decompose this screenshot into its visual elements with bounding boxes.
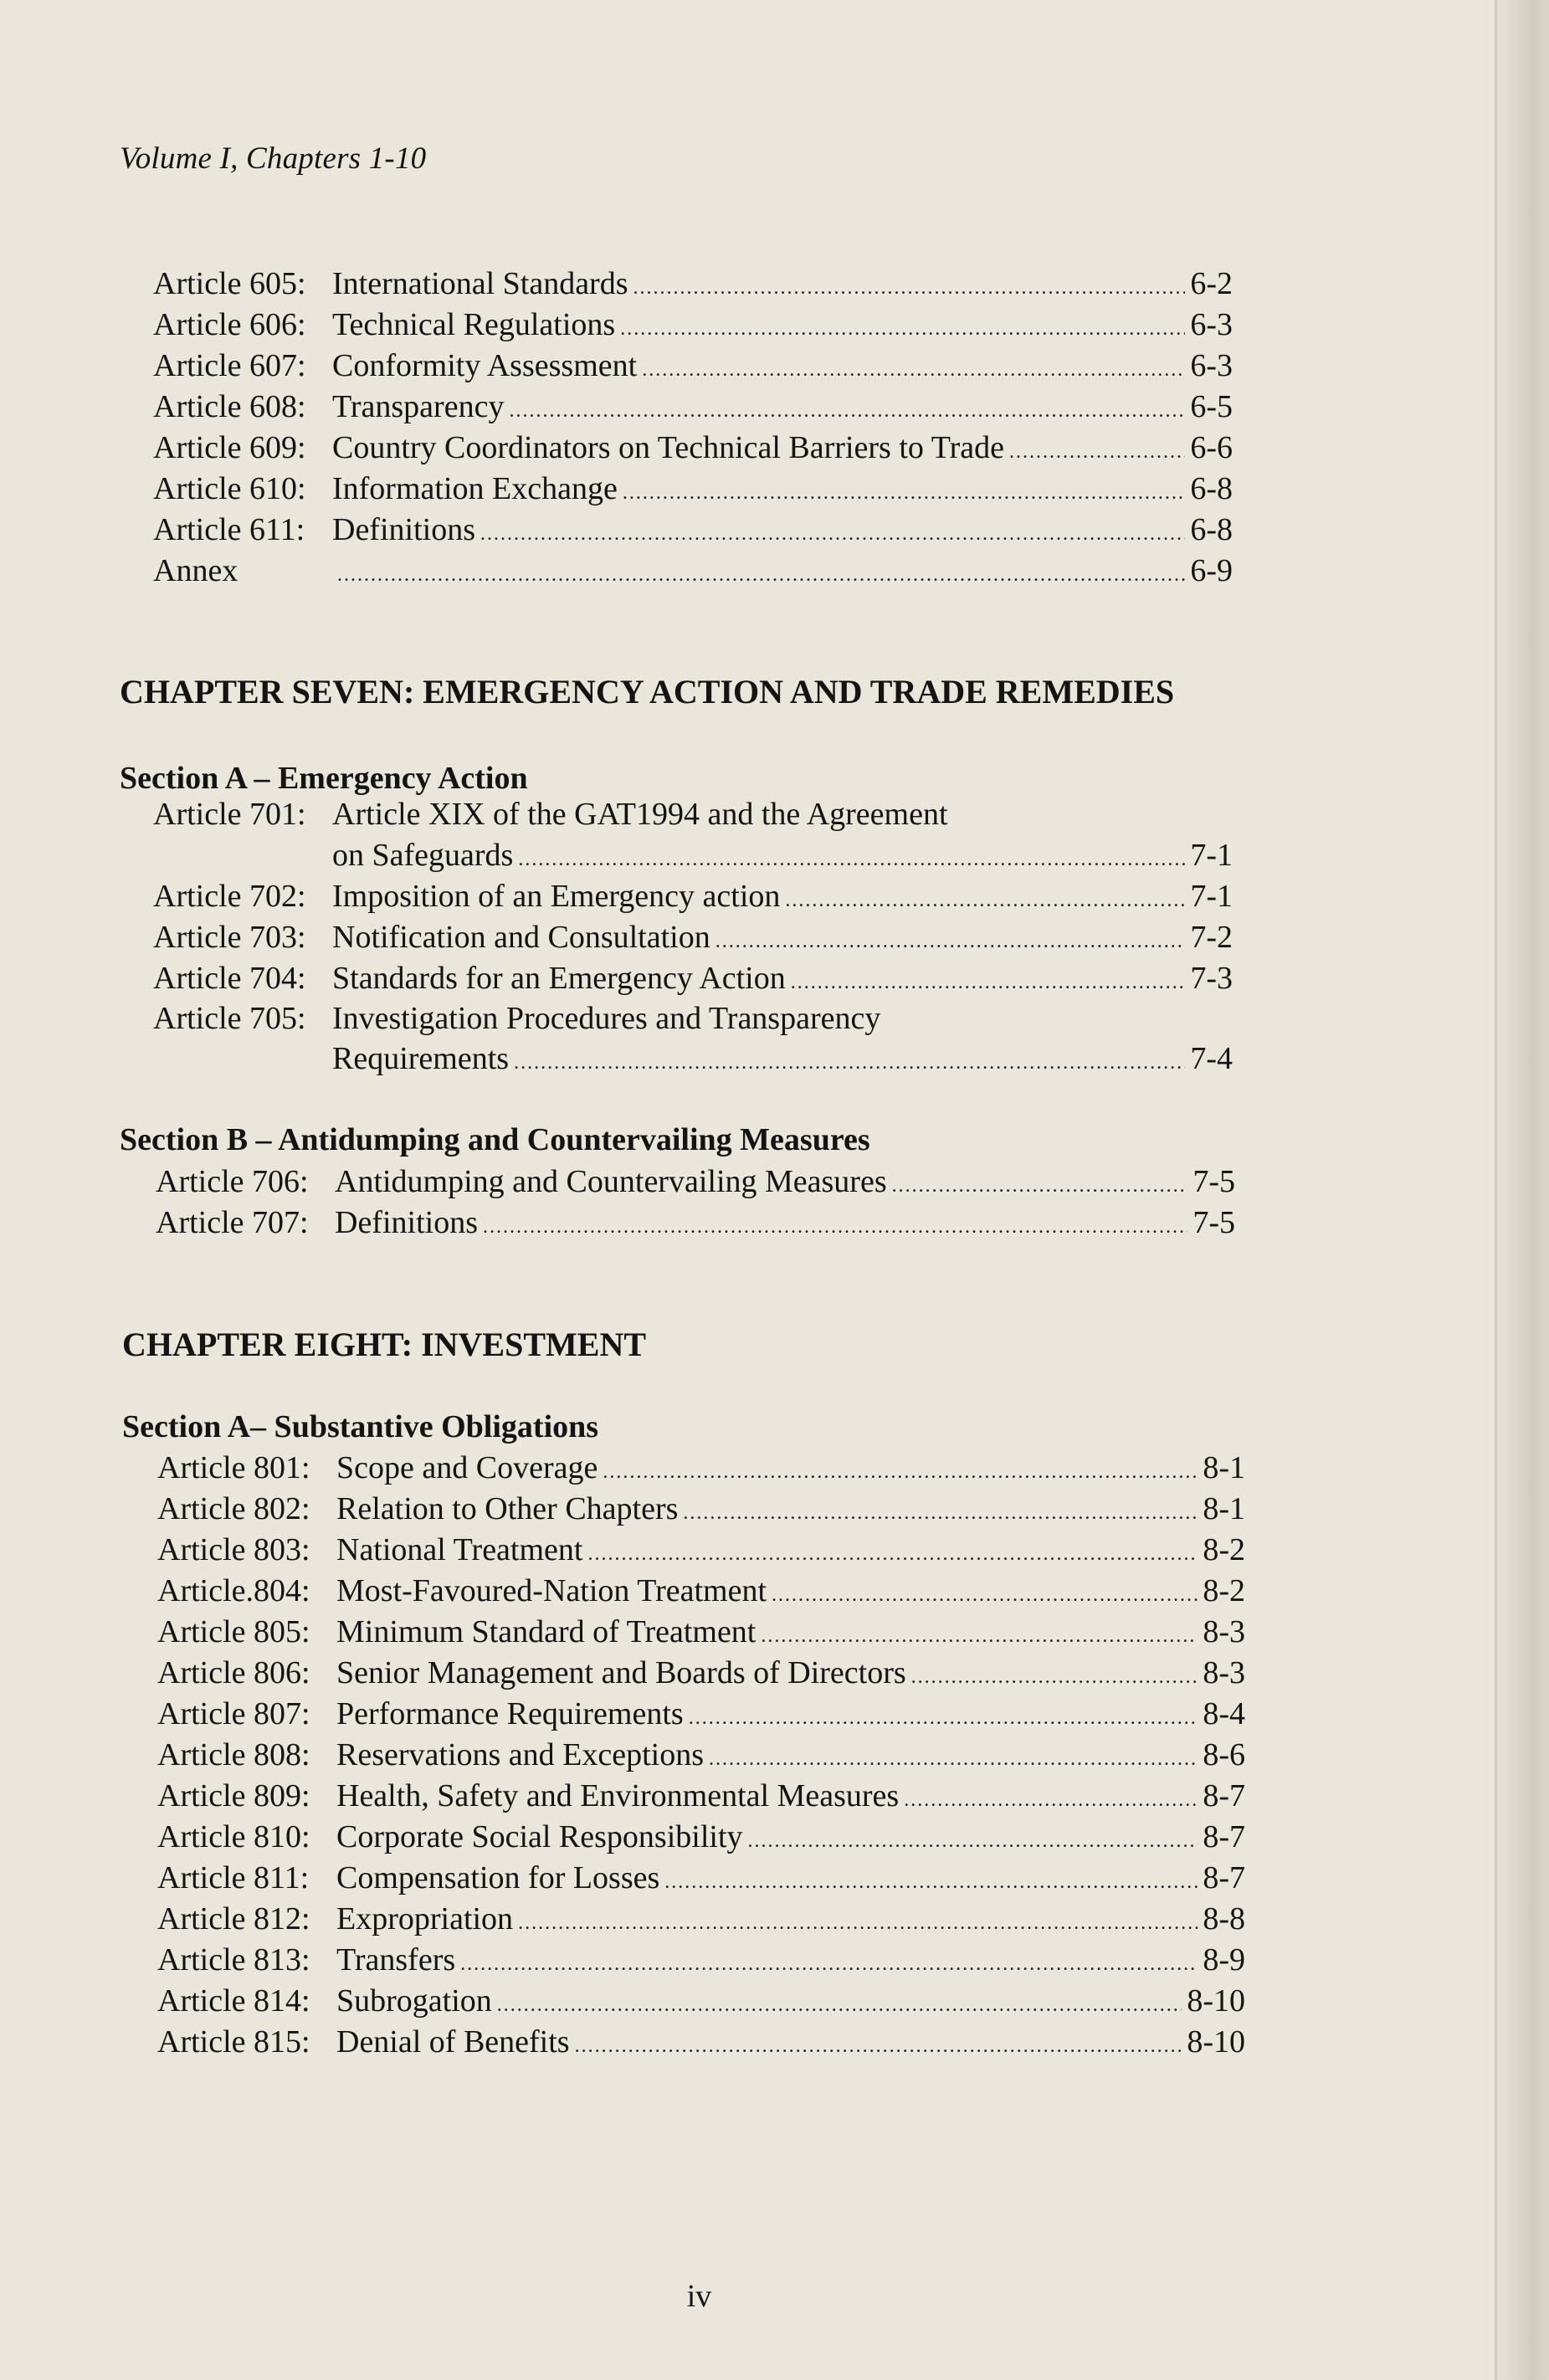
toc-entry-701-number: Article 701:: [153, 797, 306, 832]
toc-entry-title: International Standards: [332, 266, 628, 301]
toc-entry-page: 7-3: [1190, 961, 1233, 996]
page-fold-line: [1495, 0, 1497, 2380]
toc-entry-page: 7-5: [1193, 1205, 1235, 1240]
toc-entry-page: 8-4: [1203, 1696, 1245, 1731]
toc-entry-number: Article 707:: [156, 1205, 309, 1240]
dot-leader: [683, 1493, 1198, 1533]
toc-entry-title: Denial of Benefits: [336, 2024, 570, 2059]
toc-entry-page: 7-5: [1193, 1164, 1235, 1199]
toc-entry-page: 7-2: [1190, 920, 1233, 955]
toc-entry-title: Information Exchange: [332, 471, 618, 506]
dot-leader: [642, 350, 1185, 390]
toc-entry: [156, 1203, 1235, 1243]
toc-entry-page: 8-7: [1203, 1778, 1245, 1813]
toc-entry-701-line2: [332, 835, 1233, 875]
page-number: iv: [686, 2279, 712, 2314]
toc-entry-title: Reservations and Exceptions: [336, 1737, 705, 1772]
toc-entry-page: 8-3: [1203, 1614, 1245, 1649]
toc-entry-705-title-line2: Requirements: [332, 1041, 510, 1076]
toc-entry: [157, 1776, 1245, 1816]
toc-entry-number: Article 706:: [156, 1164, 309, 1199]
toc-entry: [153, 387, 1233, 427]
toc-entry: [153, 958, 1233, 998]
dot-leader: [904, 1780, 1198, 1820]
toc-entry-number: Article 814:: [157, 1983, 310, 2018]
toc-entry: [157, 1981, 1245, 2021]
toc-entry-number: Article 815:: [157, 2024, 310, 2059]
toc-entry: [153, 264, 1233, 304]
toc-entry-705-page: 7-4: [1190, 1041, 1233, 1076]
toc-entry-701-title-line2: on Safeguards: [332, 838, 514, 873]
toc-entry-title: Performance Requirements: [336, 1696, 684, 1731]
toc-entry-page: 8-1: [1203, 1450, 1245, 1485]
toc-entry-page: 7-1: [1190, 879, 1233, 914]
toc-entry-page: 8-7: [1203, 1860, 1245, 1895]
toc-entry-number: Article 802:: [157, 1491, 310, 1526]
toc-entry-page: 6-8: [1190, 471, 1233, 506]
dot-leader: [480, 514, 1185, 554]
dot-leader: [497, 1985, 1182, 2025]
toc-entry-number: Article 805:: [157, 1614, 310, 1649]
dot-leader: [460, 1944, 1198, 1984]
toc-entry: [153, 346, 1233, 386]
toc-entry-title: Senior Management and Boards of Directors: [336, 1655, 906, 1690]
toc-entry-page: 8-3: [1203, 1655, 1245, 1690]
toc-entry: [153, 876, 1233, 916]
toc-entry-page: 6-9: [1190, 553, 1233, 588]
dot-leader: [514, 1043, 1185, 1083]
toc-entry-title: Imposition of an Emergency action: [332, 879, 781, 914]
toc-entry: [157, 1571, 1245, 1611]
toc-entry: [153, 469, 1233, 509]
running-head: Volume I, Chapters 1-10: [120, 141, 427, 176]
chapter-eight-section-a-heading: Section A– Substantive Obligations: [122, 1409, 599, 1444]
dot-leader: [620, 309, 1185, 349]
toc-entry: [153, 551, 1233, 591]
toc-entry: [157, 1530, 1245, 1570]
chapter-seven-section-b-heading: Section B – Antidumping and Countervailing Measures: [120, 1122, 870, 1157]
dot-leader: [709, 1739, 1198, 1779]
toc-entry-number: Annex: [153, 553, 239, 588]
dot-leader: [337, 555, 1185, 595]
toc-entry-number: Article 811:: [157, 1860, 310, 1895]
dot-leader: [518, 1903, 1198, 1943]
dot-leader: [716, 921, 1186, 962]
toc-entry-number: Article 801:: [157, 1450, 310, 1485]
toc-entry-number: Article 803:: [157, 1532, 310, 1567]
toc-entry-page: 6-2: [1190, 266, 1233, 301]
toc-entry-page: 8-2: [1203, 1573, 1245, 1608]
page-edge-shadow: [1490, 0, 1549, 2380]
toc-entry-title: Minimum Standard of Treatment: [336, 1614, 757, 1649]
dot-leader: [785, 880, 1185, 921]
toc-entry-number: Article 610:: [153, 471, 306, 506]
dot-leader: [575, 2026, 1182, 2066]
toc-entry-title: Expropriation: [336, 1901, 514, 1936]
toc-entry-title: Health, Safety and Environmental Measures: [336, 1778, 900, 1813]
toc-entry-number: Article 810:: [157, 1819, 310, 1854]
toc-entry-page: 8-7: [1203, 1819, 1245, 1854]
toc-entry: [153, 917, 1233, 957]
toc-entry-title: Transparency: [332, 389, 505, 424]
chapter-eight-heading: CHAPTER EIGHT: INVESTMENT: [122, 1326, 647, 1363]
toc-entry-705-number: Article 705:: [153, 1001, 306, 1036]
toc-entry-701-page: 7-1: [1190, 838, 1233, 873]
dot-leader: [664, 1862, 1198, 1902]
toc-entry-page: 6-5: [1190, 389, 1233, 424]
toc-entry-705-title-line1: Investigation Procedures and Transparency: [332, 1001, 881, 1036]
toc-entry: [157, 1694, 1245, 1734]
toc-entry-title: Most-Favoured-Nation Treatment: [336, 1573, 767, 1608]
dot-leader: [1009, 432, 1185, 472]
toc-entry-701-title-line1: Article XIX of the GAT1994 and the Agreement: [332, 797, 948, 832]
toc-entry-title: Compensation for Losses: [336, 1860, 660, 1895]
toc-entry-page: 6-8: [1190, 512, 1233, 547]
toc-entry-number: Article 813:: [157, 1942, 310, 1977]
toc-entry-page: 6-6: [1190, 430, 1233, 465]
toc-entry-number: Article 807:: [157, 1696, 310, 1731]
toc-entry-number: Article 703:: [153, 920, 306, 955]
toc-entry-number: Article 704:: [153, 961, 306, 996]
toc-entry-705-line2: [332, 1039, 1233, 1079]
dot-leader: [509, 391, 1185, 431]
toc-entry-title: Subrogation: [336, 1983, 492, 2018]
toc-entry: [153, 305, 1233, 345]
toc-entry-number: Article 808:: [157, 1737, 310, 1772]
chapter-seven-heading: CHAPTER SEVEN: EMERGENCY ACTION AND TRADE REMEDIES: [120, 673, 1175, 710]
toc-entry-title: National Treatment: [336, 1532, 583, 1567]
dot-leader: [689, 1698, 1198, 1738]
chapter-seven-section-a-heading: Section A – Emergency Action: [120, 761, 528, 796]
toc-entry: [157, 1612, 1245, 1652]
dot-leader: [892, 1166, 1188, 1206]
toc-entry-number: Article 605:: [153, 266, 306, 301]
toc-entry: [157, 2022, 1245, 2062]
toc-entry-title: Definitions: [332, 512, 475, 547]
toc-entry-page: 6-3: [1190, 348, 1233, 383]
toc-entry: [157, 1817, 1245, 1857]
toc-entry-page: 8-10: [1187, 1983, 1245, 2018]
toc-entry-number: Article 606:: [153, 307, 306, 342]
toc-entry-page: 6-3: [1190, 307, 1233, 342]
dot-leader: [911, 1657, 1198, 1697]
dot-leader: [483, 1207, 1187, 1247]
dot-leader: [633, 268, 1186, 308]
toc-entry-number: Article 608:: [153, 389, 306, 424]
toc-entry: [157, 1448, 1245, 1488]
toc-entry-number: Article 611:: [153, 512, 305, 547]
toc-entry-title: Relation to Other Chapters: [336, 1491, 679, 1526]
dot-leader: [603, 1452, 1198, 1492]
dot-leader: [518, 839, 1185, 880]
toc-entry: [157, 1858, 1245, 1898]
toc-entry-number: Article 702:: [153, 879, 306, 914]
toc-entry: [153, 428, 1233, 468]
toc-entry: [157, 1899, 1245, 1939]
toc-entry-number: Article 809:: [157, 1778, 310, 1813]
toc-entry: [157, 1940, 1245, 1980]
toc-entry-number: Article 812:: [157, 1901, 310, 1936]
toc-entry-page: 8-1: [1203, 1491, 1245, 1526]
dot-leader: [748, 1821, 1198, 1861]
dot-leader: [772, 1575, 1198, 1615]
toc-entry-title: Scope and Coverage: [336, 1450, 598, 1485]
toc-entry-number: Article 607:: [153, 348, 306, 383]
toc-entry-title: Corporate Social Responsibility: [336, 1819, 743, 1854]
dot-leader: [587, 1534, 1198, 1574]
toc-entry-title: Standards for an Emergency Action: [332, 961, 786, 996]
toc-entry-number: Article.804:: [157, 1573, 310, 1608]
toc-entry: [157, 1735, 1245, 1775]
toc-entry-number: Article 806:: [157, 1655, 310, 1690]
toc-entry-page: 8-8: [1203, 1901, 1245, 1936]
toc-entry: [153, 510, 1233, 550]
dot-leader: [623, 473, 1186, 513]
dot-leader: [761, 1616, 1198, 1656]
toc-entry-title: Country Coordinators on Technical Barriers to Trade: [332, 430, 1004, 465]
toc-entry-title: Technical Regulations: [332, 307, 616, 342]
toc-entry: [157, 1489, 1245, 1529]
toc-entry-number: Article 609:: [153, 430, 306, 465]
toc-entry-title: Definitions: [335, 1205, 478, 1240]
toc-entry-page: 8-6: [1203, 1737, 1245, 1772]
dot-leader: [791, 962, 1186, 1003]
toc-entry-title: Antidumping and Countervailing Measures: [335, 1164, 887, 1199]
toc-entry-title: Conformity Assessment: [332, 348, 638, 383]
toc-entry: [157, 1653, 1245, 1693]
toc-entry-page: 8-2: [1203, 1532, 1245, 1567]
toc-entry: [156, 1162, 1235, 1202]
toc-entry-page: 8-9: [1203, 1942, 1245, 1977]
toc-entry-title: Notification and Consultation: [332, 920, 710, 955]
toc-entry-title: Transfers: [336, 1942, 456, 1977]
toc-entry-page: 8-10: [1187, 2024, 1245, 2059]
